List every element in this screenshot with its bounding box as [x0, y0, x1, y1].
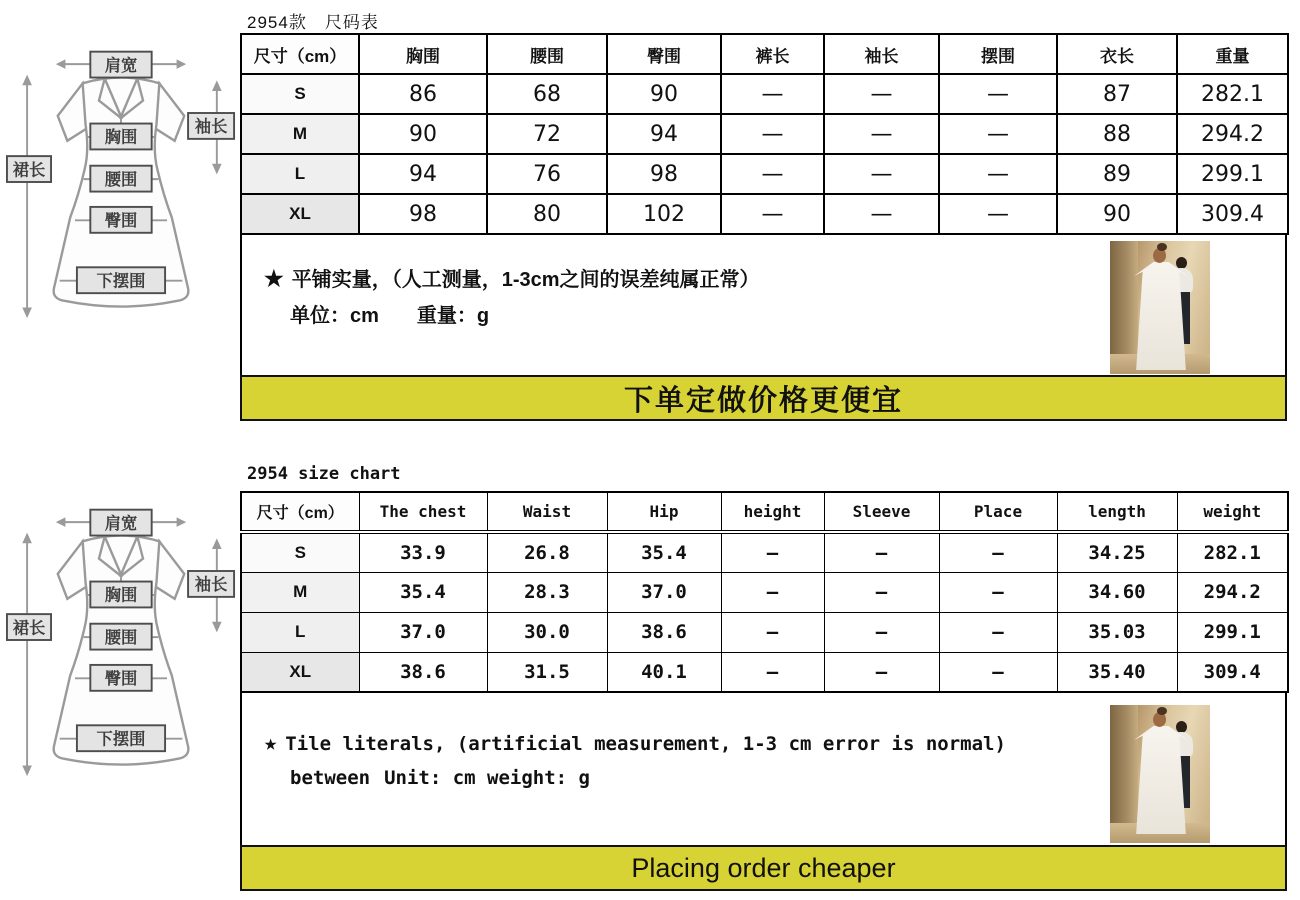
- table-cell: 35.03: [1057, 612, 1177, 652]
- table-cell: 35.4: [607, 532, 721, 572]
- skirt-length-label: 裙长: [12, 619, 46, 638]
- table-cell: —: [824, 194, 939, 234]
- size-cell: M: [241, 572, 359, 612]
- table-row: [241, 612, 1288, 652]
- size-cell: XL: [241, 194, 359, 234]
- hip-label: 臀围: [104, 670, 138, 689]
- table-cell: —: [824, 652, 939, 692]
- unit-note: [290, 299, 489, 328]
- column-header: 摆围: [939, 34, 1057, 74]
- table-cell: 86: [359, 74, 487, 114]
- table-cell: 38.6: [359, 652, 487, 692]
- table-cell: —: [939, 114, 1057, 154]
- table-cell: 34.60: [1057, 572, 1177, 612]
- sleeve-label: 袖长: [194, 576, 228, 595]
- table-cell: 89: [1057, 154, 1177, 194]
- bust-label: 胸围: [104, 128, 138, 147]
- size-cell: XL: [241, 652, 359, 692]
- table-cell: 282.1: [1177, 532, 1288, 572]
- dress-measurement-diagram: [6, 22, 236, 342]
- table-cell: —: [939, 532, 1057, 572]
- column-header: 胸围: [359, 34, 487, 74]
- between-label: between: [290, 767, 371, 789]
- table-cell: —: [721, 612, 824, 652]
- shoulder-label: 肩宽: [104, 56, 138, 75]
- waist-label: 腰围: [104, 628, 138, 647]
- column-header: length: [1057, 492, 1177, 532]
- dress-measurement-diagram: [6, 480, 236, 800]
- column-header: Waist: [487, 492, 607, 532]
- table-cell: 90: [1057, 194, 1177, 234]
- table-cell: 31.5: [487, 652, 607, 692]
- table-cell: 94: [359, 154, 487, 194]
- table-row: [241, 652, 1288, 692]
- size-table-cn: [240, 33, 1289, 235]
- table-cell: 88: [1057, 114, 1177, 154]
- table-cell: —: [721, 194, 824, 234]
- column-header: height: [721, 492, 824, 532]
- table-cell: 299.1: [1177, 612, 1288, 652]
- table-cell: 76: [487, 154, 607, 194]
- hip-label: 臀围: [104, 212, 138, 231]
- table-row: [241, 532, 1288, 572]
- table-cell: 28.3: [487, 572, 607, 612]
- measurement-note: [264, 731, 1006, 756]
- table-row: [241, 154, 1288, 194]
- unit-label: 单位：cm: [290, 305, 379, 327]
- column-header: 重量: [1177, 34, 1288, 74]
- unit-label: Unit: cm weight: g: [384, 767, 590, 789]
- dress-sketch: [6, 480, 236, 800]
- dress-sketch: [6, 22, 236, 342]
- table-cell: 33.9: [359, 532, 487, 572]
- waist-label: 腰围: [104, 170, 138, 189]
- table-cell: 80: [487, 194, 607, 234]
- table-cell: 309.4: [1177, 194, 1288, 234]
- arrow-left-icon: [56, 517, 66, 527]
- table-cell: —: [721, 572, 824, 612]
- table-cell: 90: [607, 74, 721, 114]
- measurement-note: [264, 263, 760, 292]
- column-header: Place: [939, 492, 1057, 532]
- photo-hair-bun: [1157, 707, 1167, 715]
- table-cell: 98: [359, 194, 487, 234]
- table-cell: 38.6: [607, 612, 721, 652]
- table-cell: 35.40: [1057, 652, 1177, 692]
- table-cell: —: [721, 532, 824, 572]
- size-cell: L: [241, 612, 359, 652]
- column-header: 尺寸（cm）: [241, 492, 359, 532]
- table-cell: 37.0: [607, 572, 721, 612]
- note-area: [240, 235, 1287, 375]
- promo-banner: 下单定做价格更便宜: [240, 375, 1287, 421]
- table-cell: 299.1: [1177, 154, 1288, 194]
- table-cell: —: [824, 572, 939, 612]
- table-cell: 98: [607, 154, 721, 194]
- arrow-up-icon: [212, 538, 222, 549]
- arrow-down-icon: [212, 164, 222, 175]
- table-cell: 90: [359, 114, 487, 154]
- star-icon: ★: [264, 731, 278, 756]
- table-cell: —: [824, 612, 939, 652]
- arrow-up-icon: [212, 80, 222, 91]
- size-cell: M: [241, 114, 359, 154]
- table-cell: —: [939, 194, 1057, 234]
- top-section-title: 2954款 尺码表: [247, 13, 379, 32]
- table-cell: —: [824, 74, 939, 114]
- table-cell: —: [939, 612, 1057, 652]
- table-cell: 68: [487, 74, 607, 114]
- table-cell: 34.25: [1057, 532, 1177, 572]
- hem-label: 下摆围: [96, 272, 146, 291]
- table-cell: —: [939, 572, 1057, 612]
- arrow-right-icon: [177, 517, 187, 527]
- table-cell: —: [721, 114, 824, 154]
- column-header: 尺寸（cm）: [241, 34, 359, 74]
- shoulder-label: 肩宽: [104, 514, 138, 533]
- arrow-down-icon: [212, 622, 222, 633]
- photo-hair-bun: [1157, 243, 1167, 251]
- product-photo: [1110, 705, 1210, 843]
- table-cell: 26.8: [487, 532, 607, 572]
- arrow-left-icon: [56, 59, 66, 69]
- column-header: 衣长: [1057, 34, 1177, 74]
- table-cell: 87: [1057, 74, 1177, 114]
- table-row: [241, 114, 1288, 154]
- size-cell: S: [241, 74, 359, 114]
- unit-note: [290, 767, 590, 789]
- column-header: 臀围: [607, 34, 721, 74]
- table-cell: —: [939, 154, 1057, 194]
- column-header: Sleeve: [824, 492, 939, 532]
- arrow-down-icon: [22, 766, 32, 777]
- header-row: [241, 492, 1288, 532]
- note-text: 平铺实量，（人工测量，1-3cm之间的误差纯属正常）: [291, 269, 760, 291]
- top-size-chart-section: [240, 33, 1287, 421]
- table-cell: 282.1: [1177, 74, 1288, 114]
- arrow-up-icon: [22, 75, 32, 86]
- column-header: weight: [1177, 492, 1288, 532]
- promo-banner: Placing order cheaper: [240, 845, 1287, 891]
- skirt-length-label: 裙长: [12, 161, 46, 180]
- table-cell: 37.0: [359, 612, 487, 652]
- arrow-right-icon: [177, 59, 187, 69]
- header-row: [241, 34, 1288, 74]
- table-row: [241, 572, 1288, 612]
- table-cell: 294.2: [1177, 114, 1288, 154]
- table-cell: —: [824, 114, 939, 154]
- column-header: The chest: [359, 492, 487, 532]
- table-cell: 94: [607, 114, 721, 154]
- column-header: 腰围: [487, 34, 607, 74]
- table-cell: 309.4: [1177, 652, 1288, 692]
- table-cell: —: [721, 74, 824, 114]
- bust-label: 胸围: [104, 586, 138, 605]
- note-area: [240, 693, 1287, 845]
- size-table-en: [240, 491, 1289, 693]
- product-photo: [1110, 241, 1210, 374]
- table-cell: —: [721, 154, 824, 194]
- table-cell: 72: [487, 114, 607, 154]
- arrow-up-icon: [22, 533, 32, 544]
- hem-label: 下摆围: [96, 730, 146, 749]
- table-cell: 35.4: [359, 572, 487, 612]
- sleeve-label: 袖长: [194, 118, 228, 137]
- table-cell: —: [721, 652, 824, 692]
- star-icon: ★: [264, 266, 284, 291]
- bottom-size-chart-section: [240, 491, 1287, 891]
- table-row: [241, 74, 1288, 114]
- table-cell: —: [824, 154, 939, 194]
- table-cell: 30.0: [487, 612, 607, 652]
- table-cell: 294.2: [1177, 572, 1288, 612]
- weight-label: 重量：g: [416, 305, 490, 327]
- size-cell: L: [241, 154, 359, 194]
- column-header: 袖长: [824, 34, 939, 74]
- column-header: 裤长: [721, 34, 824, 74]
- size-cell: S: [241, 532, 359, 572]
- table-cell: 40.1: [607, 652, 721, 692]
- table-row: [241, 194, 1288, 234]
- arrow-down-icon: [22, 308, 32, 319]
- note-text: Tile literals, (artificial measurement, 1-3 cm error is normal): [285, 733, 1006, 755]
- table-cell: —: [939, 74, 1057, 114]
- table-cell: —: [939, 652, 1057, 692]
- table-cell: 102: [607, 194, 721, 234]
- bottom-section-title: 2954 size chart: [247, 464, 401, 484]
- table-cell: —: [824, 532, 939, 572]
- column-header: Hip: [607, 492, 721, 532]
